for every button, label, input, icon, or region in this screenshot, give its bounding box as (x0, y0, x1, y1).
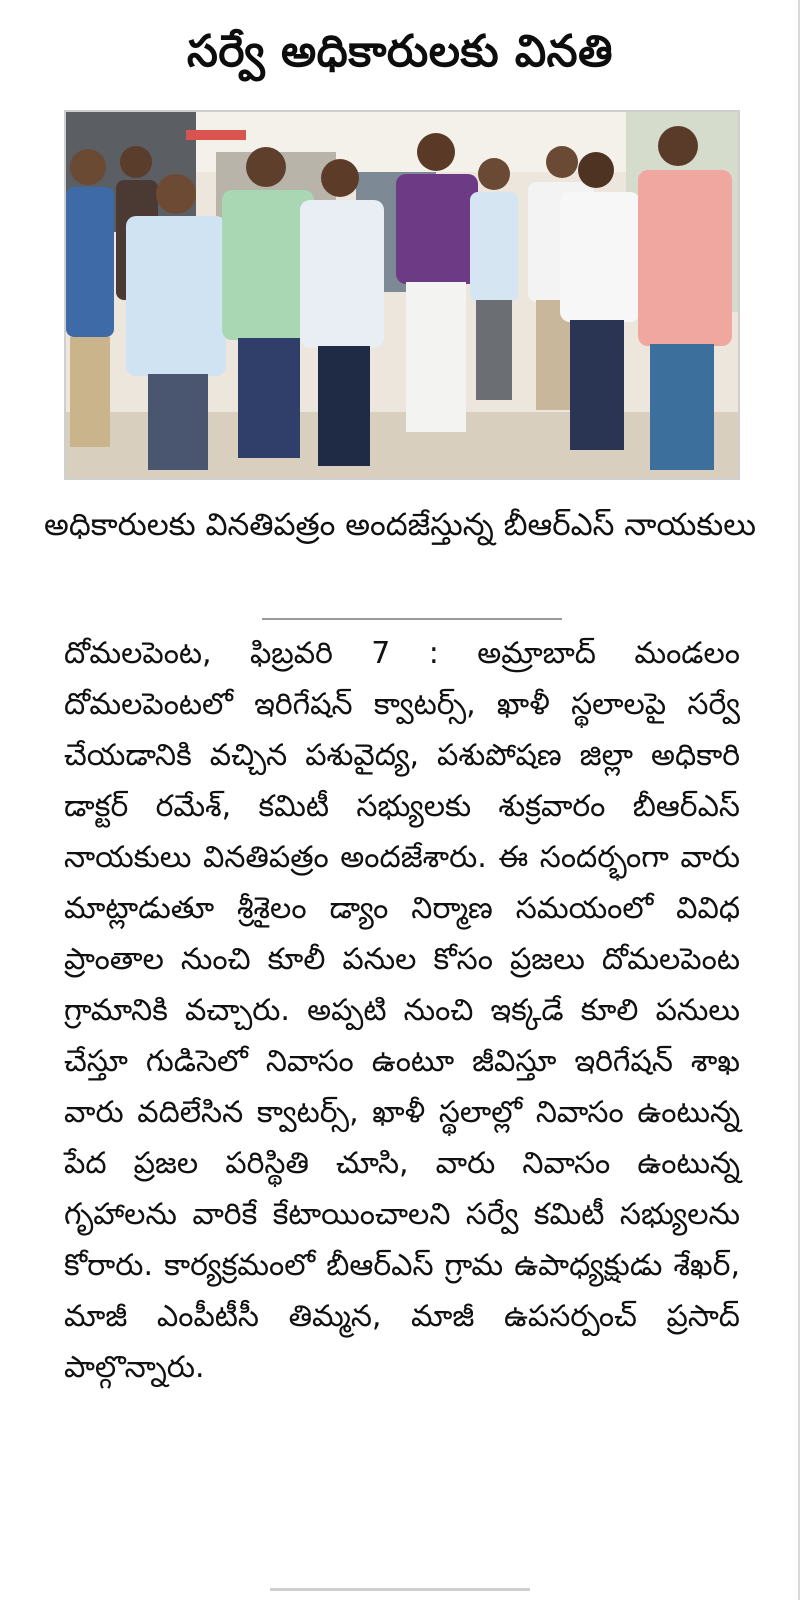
dateline: దోమలపెంట, ఫిబ్రవరి 7 : (64, 636, 478, 671)
divider (262, 618, 562, 620)
headline: సర్వే అధికారులకు వినతి (187, 26, 613, 77)
article-text: అమ్రాబాద్ మండలం దోమలపెంటలో ఇరిగేషన్ క్వాటర్స్, ఖాళీ స్థలాలపై సర్వే చేయడానికి వచ్చిన పశువైద్య, పశుపోషణ జిల్లా అధికారి డాక్టర్ రమేశ్, కమిటీ సభ్యులకు శుక్రవారం బీఆర్‌ఎస్ నాయకులు వినతిపత్రం అందజేశారు. ఈ సందర్భంగా వారు మాట్లాడుతూ శ్రీశైలం డ్యాం నిర్మాణ సమయంలో వివిధ ప్రాంతాల నుంచి కూలీ పనుల కోసం ప్రజలు దోమలపెంట గ్రామానికి వచ్చారు. అప్పటి నుంచి ఇక్కడే కూలి పనులు చేస్తూ గుడిసెలో నివాసం ఉంటూ జీవిస్తూ ఇరిగేషన్ శాఖ వారు వదిలేసిన క్వాటర్స్, ఖాళీ స్థలాల్లో నివాసం ఉంటున్న పేద ప్రజల పరిస్థితి చూసి, వారు నివాసం ఉంటున్న గృహాలను వారికే కేటాయించాలని సర్వే కమిటీ సభ్యులను కోరారు. కార్యక్రమంలో బీఆర్‌ఎస్ గ్రామ ఉపాధ్యక్షుడు శేఖర్, మాజీ ఎంపీటీసీ తిమ్మన, మాజీ ఉపసర్పంచ్ ప్రసాద్ పాల్గొన్నారు. (64, 636, 740, 1385)
bottom-edge-mark (270, 1588, 530, 1597)
news-photo (64, 110, 740, 480)
article-body (64, 628, 740, 1393)
photo-caption: అధికారులకు వినతిపత్రం అందజేస్తున్న బీఆర్‌ఎస్ నాయకులు (44, 507, 756, 543)
